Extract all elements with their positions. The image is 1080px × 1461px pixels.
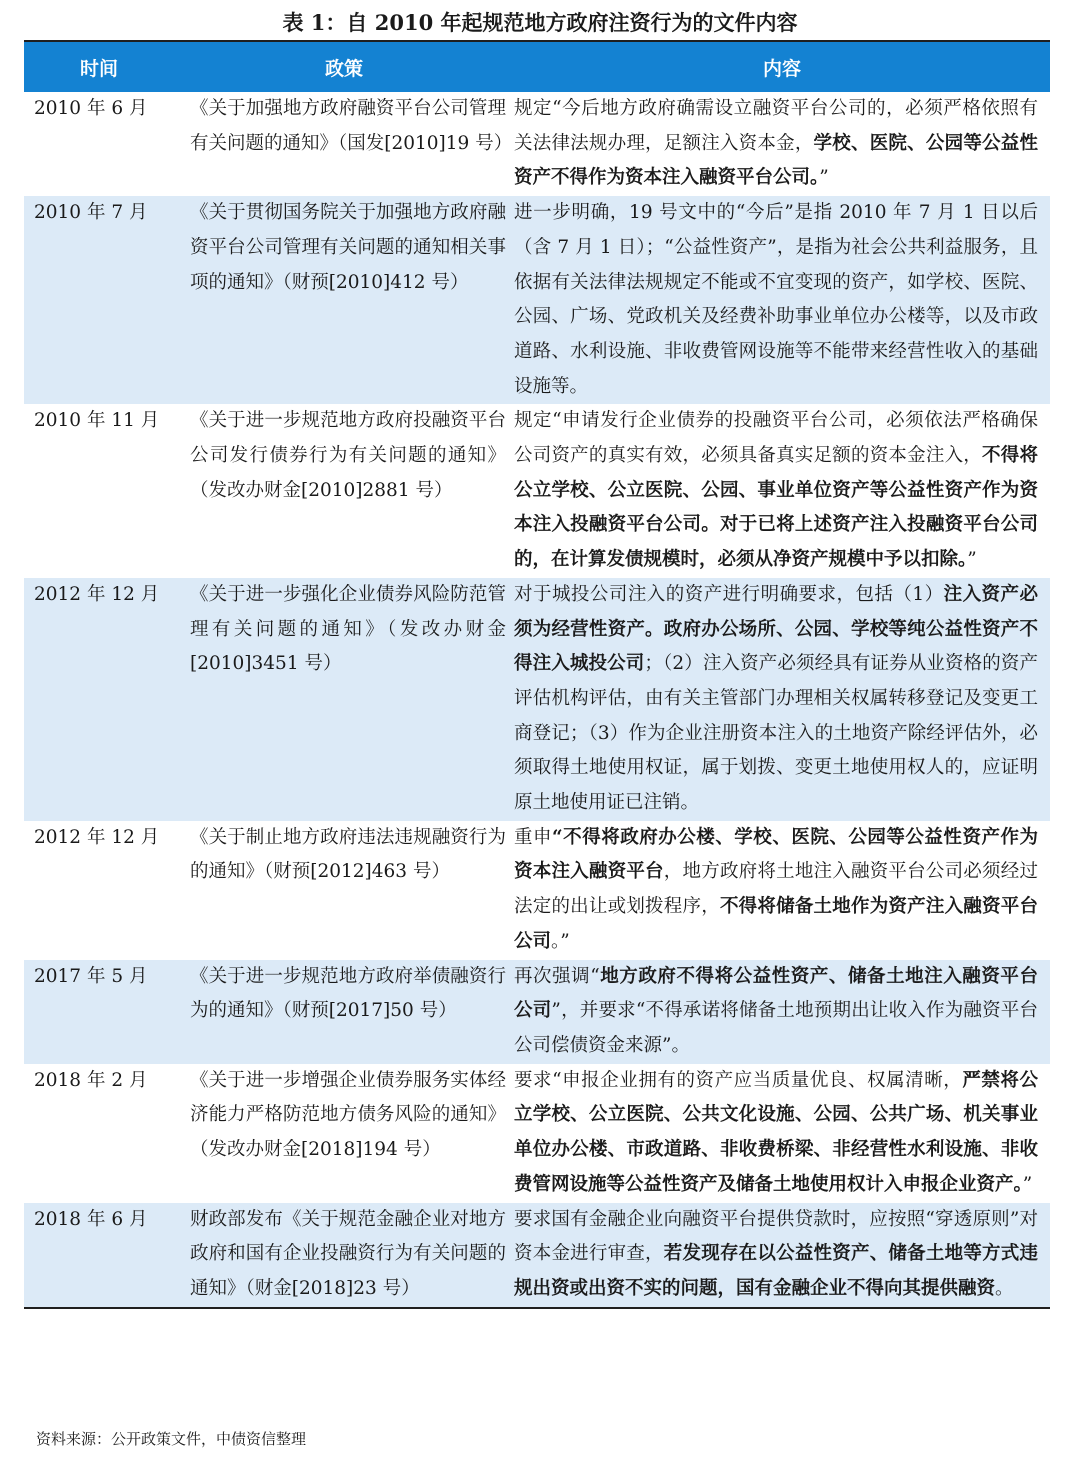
cell-time: 2012 年 12 月 [34,826,160,848]
policy-table [24,40,1050,1309]
cell-time: 2010 年 7 月 [34,202,148,224]
table-row [24,1203,1050,1307]
cell-policy: 《关于进一步规范地方政府举债融资行为的通知》（财预[2017]50 号） [190,965,506,1022]
cell-content [514,821,1050,960]
content-text: ”，并要求“不得承诺将储备土地预期出让收入作为融资平台公司偿债资金来源”。 [514,1000,1038,1056]
content-bold-text: “不得将政府办公楼、学校、医院、公园等公益性资产作为资本注入融资平台 [514,826,1038,883]
table-row [24,92,1050,196]
table-row [24,960,1050,1064]
content-text: ” [1022,1173,1033,1195]
cell-content [514,960,1050,1064]
cell-content [514,92,1050,196]
table-title: 表 1：自 2010 年起规范地方政府注资行为的文件内容 [282,10,798,35]
cell-content [514,1203,1050,1307]
content-bold-text: 学校、医院、公园等公益性资产不得作为资本注入融资平台公司。 [514,132,1038,189]
content-bold-text: 若发现存在以公益性资产、储备土地等方式违规出资或出资不实的问题，国有金融企业不得向其提供融资 [514,1243,1038,1299]
content-text: 。 [995,1277,1014,1299]
table-header [24,42,1050,92]
cell-content [514,196,1050,404]
content-text: 要求“申报企业拥有的资产应当质量优良、权属清晰， [514,1069,963,1091]
content-text: ，地方政府将土地注入融资平台公司必须经过法定的出让或划拨程序， [514,861,1038,918]
cell-policy: 财政部发布《关于规范金融企业对地方政府和国有企业投融资行为有关问题的通知》（财金[2018]23 号） [190,1208,506,1299]
content-text: 重申 [514,826,553,848]
cell-policy: 《关于贯彻国务院关于加强地方政府融资平台公司管理有关问题的通知相关事项的通知》（财预[2010]412 号） [190,202,506,293]
content-text: ；（2）注入资产必须经具有证券从业资格的资产评估机构评估，由有关主管部门办理相关权属转移登记及变更工商登记；（3）作为企业注册资本注入的土地资产除经评估外，必须取得土地使用权证，属于划拨、变更土地使用权人的，应证明原土地使用证已注销。 [514,653,1038,814]
content-text: 再次强调“ [514,965,600,987]
header-content: 内容 [762,57,801,80]
content-text: ” [819,167,829,189]
table-row [24,196,1050,404]
cell-time: 2010 年 6 月 [34,98,148,119]
content-bold-text: 地方政府不得将公益性资产、储备土地注入融资平台公司 [514,965,1038,1022]
cell-time: 2012 年 12 月 [34,583,160,605]
header-policy: 政策 [324,57,363,80]
cell-time: 2018 年 6 月 [34,1208,148,1230]
cell-policy: 《关于进一步规范地方政府投融资平台公司发行债券行为有关问题的通知》（发改办财金[2010]2881 号） [190,410,506,501]
cell-content [514,1064,1050,1203]
header-time: 时间 [79,57,118,80]
content-bold-text: 严禁将公立学校、公立医院、公共文化设施、公园、公共广场、机关事业单位办公楼、市政道路、非收费桥梁、非经营性水利设施、非收费管网设施等公益性资产及储备土地使用权计入申报企业资产。 [514,1069,1038,1195]
cell-time: 2010 年 11 月 [34,410,160,432]
content-text: 进一步明确，19 号文中的“今后”是指 2010 年 7 月 1 日以后（含 7 月 1 日）；“公益性资产”，是指为社会公共利益服务，且依据有关法律法规规定不能或不宜变现的资产，如学校、医院、公园、广场、党政机关及经费补助事业单位办公楼等，以及市政道路、水利设施、非收费管网设施等不能带来经营性收入的基础设施等。 [514,202,1038,397]
content-text: ” [967,549,977,571]
cell-time: 2017 年 5 月 [34,965,148,987]
table-row [24,404,1050,578]
content-text: 对于城投公司注入的资产进行明确要求，包括（1） [514,583,944,605]
cell-policy: 《关于进一步增强企业债券服务实体经济能力严格防范地方债务风险的通知》（发改办财金[2018]194 号） [190,1069,506,1161]
content-text: 规定“申请发行企业债券的投融资平台公司，必须依法严格确保公司资产的真实有效，必须具备真实足额的资本金注入， [514,410,1038,467]
content-text: 要求国有金融企业向融资平台提供贷款时，应按照“穿透原则”对资本金进行审查， [514,1208,1038,1265]
content-bold-text: 不得将储备土地作为资产注入融资平台公司 [514,896,1038,952]
table-body [24,92,1050,1307]
content-text: 。” [551,930,570,952]
cell-policy: 《关于制止地方政府违法违规融资行为的通知》（财预[2012]463 号） [190,826,506,883]
table-row [24,821,1050,960]
cell-content [514,404,1050,578]
content-text: 规定“今后地方政府确需设立融资平台公司的，必须严格依照有关法律法规办理，足额注入资本金， [514,98,1038,154]
content-bold-text: 注入资产必须为经营性资产。政府办公场所、公园、学校等纯公益性资产不得注入城投公司 [514,583,1038,675]
cell-time: 2018 年 2 月 [34,1069,148,1091]
table-row [24,578,1050,821]
source-note: 资料来源：公开政策文件，中债资信整理 [36,1430,307,1448]
table-row [24,1064,1050,1203]
content-bold-text: 不得将公立学校、公立医院、公园、事业单位资产等公益性资产作为资本注入投融资平台公司。对于已将上述资产注入投融资平台公司的，在计算发债规模时，必须从净资产规模中予以扣除。 [514,445,1038,571]
cell-policy: 《关于进一步强化企业债券风险防范管理有关问题的通知》（发改办财金[2010]3451 号） [190,583,506,675]
cell-content [514,578,1050,821]
cell-policy: 《关于加强地方政府融资平台公司管理有关问题的通知》（国发[2010]19 号） [190,98,513,154]
